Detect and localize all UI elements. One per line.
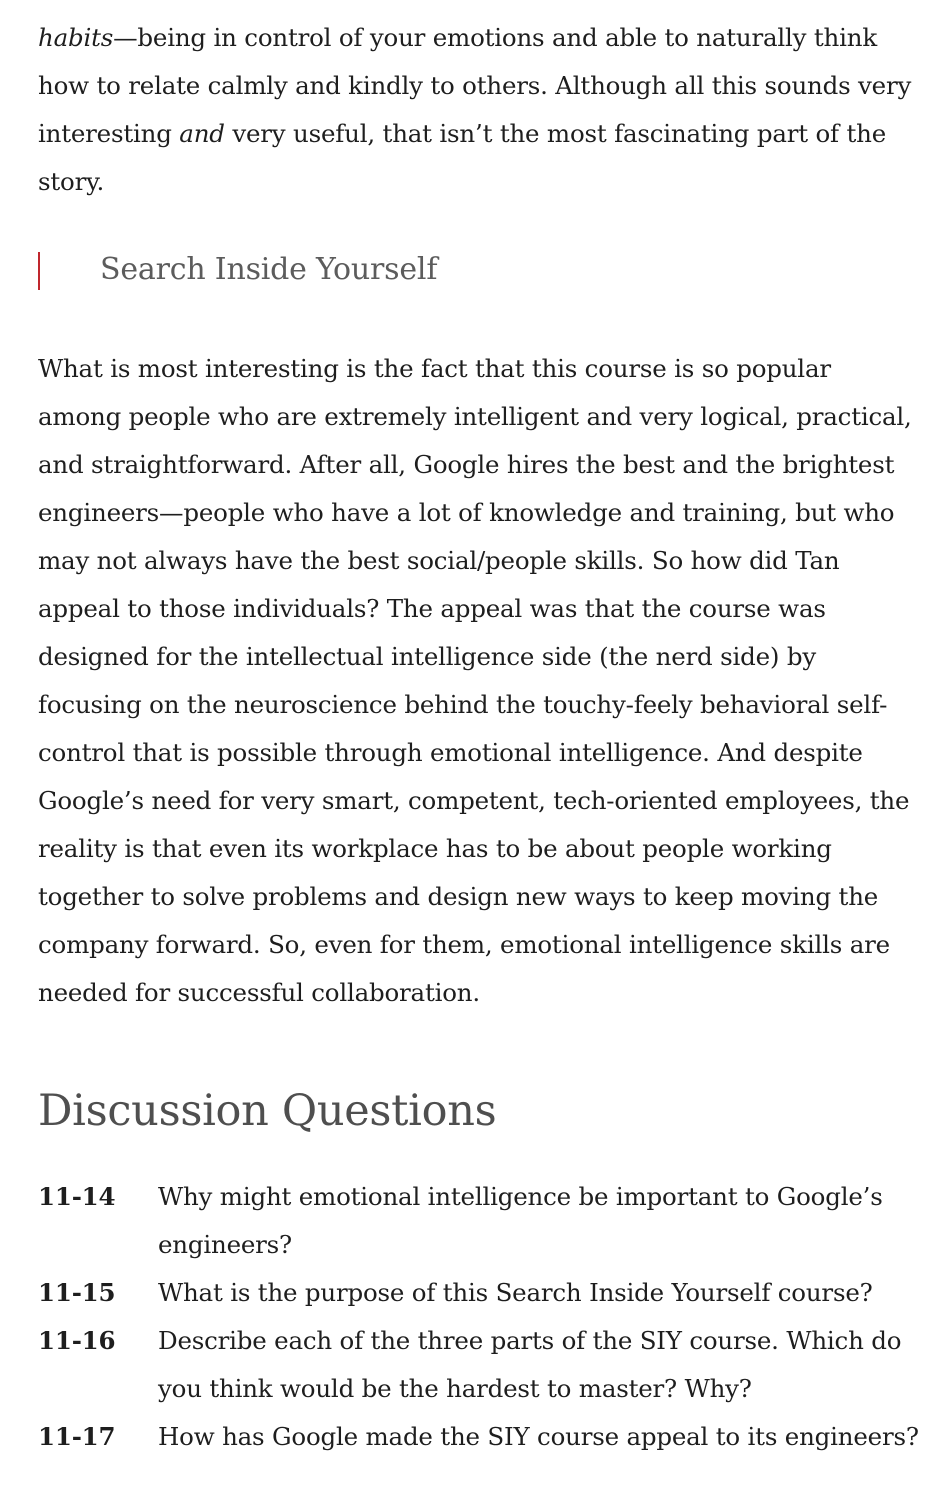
question-item — [38, 1173, 920, 1269]
intro-italic-and: and — [179, 119, 225, 148]
question-text: Why might emotional intelligence be important to Google’s engineers? — [158, 1182, 883, 1259]
question-text: Describe each of the three parts of the SIY course. Which do you think would be the hardest to master? Why? — [158, 1326, 902, 1403]
question-number: 11-15 — [38, 1278, 116, 1307]
section-heading — [38, 248, 920, 296]
question-text: How has Google made the SIY course appeal to its engineers? — [158, 1422, 919, 1451]
question-item — [38, 1269, 920, 1317]
question-item — [38, 1317, 920, 1413]
question-number: 11-16 — [38, 1326, 116, 1355]
question-number: 11-17 — [38, 1422, 116, 1451]
page-content — [38, 14, 920, 1461]
intro-paragraph — [38, 14, 920, 206]
body-paragraph: What is most interesting is the fact that this course is so popular among people who are extremely intelligent and very logical, practical, and straightforward. After all, Google hires the best and the brightest engineers—people who have a lot of knowledge and training, but who may not always have the best social/people skills. So how did Tan appeal to those individuals? The appeal was that the course was designed for the intellectual intelligence side (the nerd side) by focusing on the neuroscience behind the touchy-feely behavioral self-control that is possible through emotional intelligence. And despite Google’s need for very smart, competent, tech-oriented employees, the reality is that even its workplace has to be about people working together to solve problems and design new ways to keep moving the company forward. So, even for them, emotional intelligence skills are needed for successful collaboration. — [38, 354, 912, 1007]
question-text: What is the purpose of this Search Inside Yourself course? — [158, 1278, 873, 1307]
intro-italic-habits: habits — [38, 23, 114, 52]
intro-text-2: very useful, that isn’t the most fascinating part of the story. — [38, 119, 887, 196]
section-title: Search Inside Yourself — [100, 252, 438, 287]
question-item — [38, 1413, 920, 1461]
intro-text-1: —being in control of your emotions and able to naturally think how to relate calmly and kindly to others. Although all this sounds very interesting — [38, 23, 912, 148]
discussion-question-list — [38, 1173, 920, 1461]
discussion-questions-title: Discussion Questions — [38, 1086, 497, 1136]
section-accent-bar — [38, 252, 40, 290]
question-number: 11-14 — [38, 1182, 116, 1211]
